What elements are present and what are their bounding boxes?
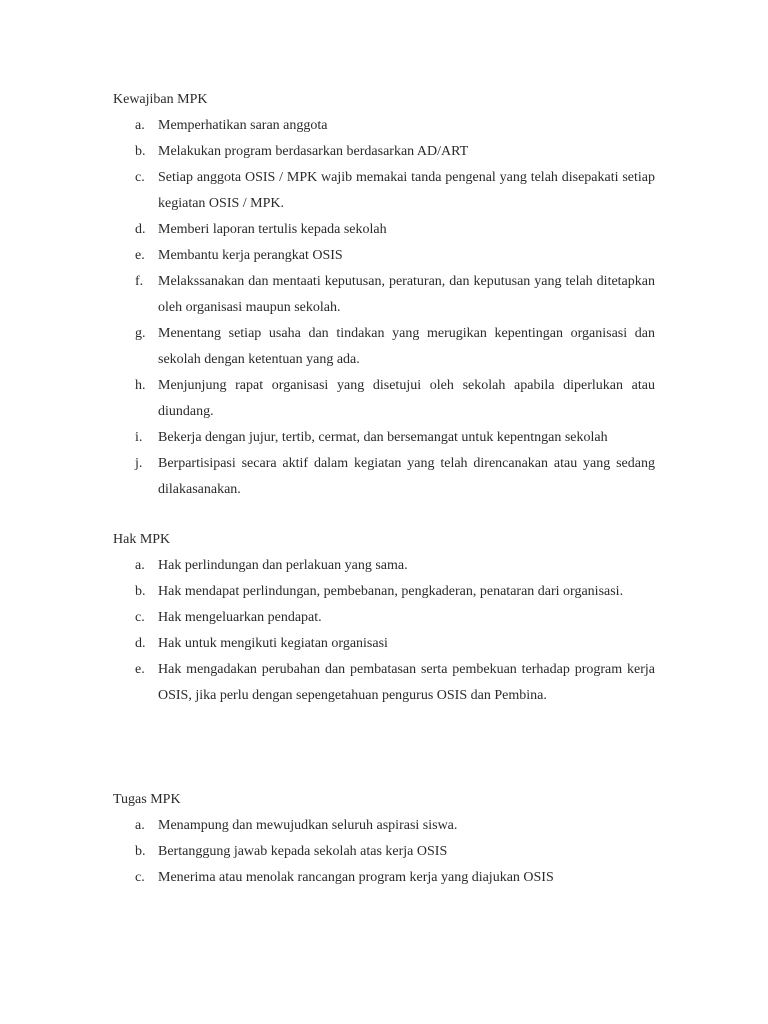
section-title: Hak MPK — [113, 532, 171, 547]
list-item-text: Menentang setiap usaha dan tindakan yang merugikan kepentingan organisasi dan sekolah dengan ketentuan yang ada. — [158, 326, 655, 367]
list-item — [113, 605, 655, 631]
list-marker: d. — [135, 222, 146, 237]
list-marker: d. — [135, 636, 146, 651]
list-item-text: Melakssanakan dan mentaati keputusan, peraturan, dan keputusan yang telah ditetapkan oleh organisasi maupun sekolah. — [158, 274, 655, 315]
list-marker: b. — [135, 584, 146, 599]
list-item-text: Hak mengeluarkan pendapat. — [158, 610, 322, 625]
list-marker: f. — [135, 274, 144, 289]
list-item — [113, 813, 655, 839]
list-marker: c. — [135, 610, 145, 625]
section-hak-mpk — [113, 527, 655, 709]
list-marker: a. — [135, 118, 145, 133]
list-item-text: Berpartisipasi secara aktif dalam kegiatan yang telah direncanakan atau yang sedang dilakasanakan. — [158, 456, 655, 497]
list-item — [113, 657, 655, 709]
list-item — [113, 269, 655, 321]
section-tugas-mpk — [113, 787, 655, 891]
list-item — [113, 839, 655, 865]
section-title: Tugas MPK — [113, 792, 181, 807]
list-item-text: Setiap anggota OSIS / MPK wajib memakai tanda pengenal yang telah disepakati setiap kegiatan OSIS / MPK. — [158, 170, 655, 211]
list-marker: c. — [135, 170, 145, 185]
list-marker: e. — [135, 662, 145, 677]
list-item-text: Membantu kerja perangkat OSIS — [158, 248, 343, 263]
tugas-list — [113, 813, 655, 891]
list-item — [113, 865, 655, 891]
list-item — [113, 579, 655, 605]
list-item-text: Memberi laporan tertulis kepada sekolah — [158, 222, 387, 237]
list-item-text: Hak mengadakan perubahan dan pembatasan serta pembekuan terhadap program kerja OSIS, jika perlu dengan sepengetahuan pengurus OSIS dan Pembina. — [158, 662, 655, 703]
list-marker: i. — [135, 430, 143, 445]
section-title: Kewajiban MPK — [113, 92, 208, 107]
list-item — [113, 217, 655, 243]
list-item — [113, 553, 655, 579]
list-item — [113, 321, 655, 373]
list-item-text: Hak mendapat perlindungan, pembebanan, pengkaderan, penataran dari organisasi. — [158, 584, 624, 599]
list-item-text: Menjunjung rapat organisasi yang disetujui oleh sekolah apabila diperlukan atau diundang. — [158, 378, 655, 419]
list-item — [113, 425, 655, 451]
list-item-text: Menampung dan mewujudkan seluruh aspirasi siswa. — [158, 818, 458, 833]
list-marker: b. — [135, 144, 146, 159]
list-item-text: Menerima atau menolak rancangan program kerja yang diajukan OSIS — [158, 870, 554, 885]
list-item-text: Bekerja dengan jujur, tertib, cermat, dan bersemangat untuk kepentngan sekolah — [158, 430, 608, 445]
list-marker: b. — [135, 844, 146, 859]
list-marker: c. — [135, 870, 145, 885]
list-marker: a. — [135, 818, 145, 833]
section-kewajiban-mpk — [113, 87, 655, 503]
list-item — [113, 243, 655, 269]
list-marker: a. — [135, 558, 145, 573]
list-item — [113, 139, 655, 165]
list-item — [113, 451, 655, 503]
list-item-text: Hak untuk mengikuti kegiatan organisasi — [158, 636, 388, 651]
list-marker: h. — [135, 378, 146, 393]
list-item — [113, 631, 655, 657]
kewajiban-list — [113, 113, 655, 503]
list-item — [113, 373, 655, 425]
list-marker: e. — [135, 248, 145, 263]
list-marker: g. — [135, 326, 146, 341]
list-item-text: Bertanggung jawab kepada sekolah atas kerja OSIS — [158, 844, 448, 859]
list-item-text: Melakukan program berdasarkan berdasarkan AD/ART — [158, 144, 469, 159]
hak-list — [113, 553, 655, 709]
list-item — [113, 165, 655, 217]
list-item-text: Memperhatikan saran anggota — [158, 118, 328, 133]
list-item-text: Hak perlindungan dan perlakuan yang sama. — [158, 558, 408, 573]
list-item — [113, 113, 655, 139]
list-marker: j. — [135, 456, 143, 471]
